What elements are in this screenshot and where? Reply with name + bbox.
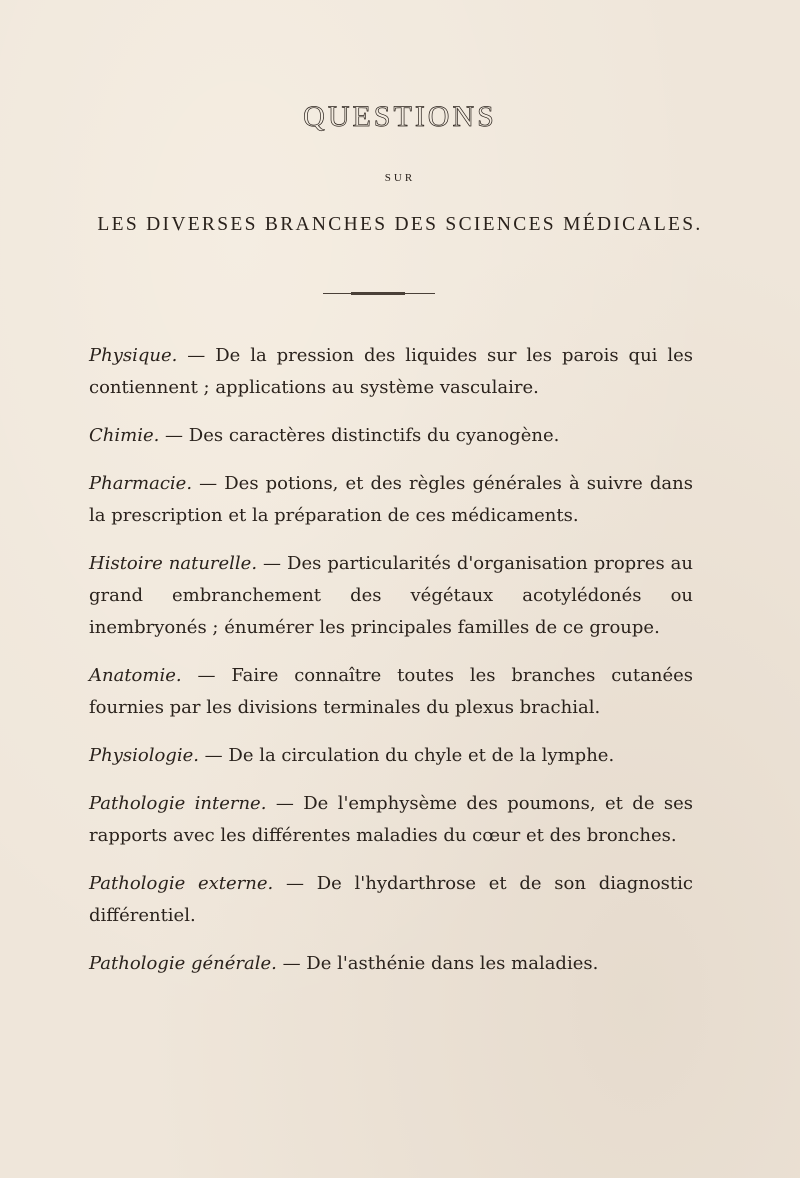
question-text: — De la circulation du chyle et de la lymphe. (198, 745, 615, 766)
question-subject: Anatomie. (89, 665, 182, 686)
question-pathologie-externe (67, 868, 693, 932)
question-subject: Physique. (89, 345, 178, 366)
question-text: — De l'hydarthrose et de son diagnostic différentiel. (89, 873, 693, 926)
page-subtitle: LES DIVERSES BRANCHES DES SCIENCES MÉDICALES. (97, 214, 703, 235)
question-pathologie-interne (67, 788, 693, 852)
question-physiologie (67, 740, 693, 772)
question-subject: Chimie. (89, 425, 160, 446)
question-subject: Pathologie générale. (89, 953, 277, 974)
question-text: — Des potions, et des règles générales à suivre dans la prescription et la préparation de ces médicaments. (89, 473, 693, 526)
question-text: — Des particularités d'organisation propres au grand embranchement des végétaux acotylédonés ou inembryonés ; énumérer les principales familles de ce groupe. (89, 553, 693, 638)
question-physique (67, 340, 693, 404)
title-connector: SUR (384, 172, 416, 184)
decorative-rule (323, 293, 435, 294)
question-text: — De l'emphysème des poumons, et de ses rapports avec les différentes maladies du cœur et des bronches. (89, 793, 693, 846)
question-anatomie (67, 660, 693, 724)
questions-list (67, 340, 693, 980)
question-pathologie-generale (67, 948, 693, 980)
question-subject: Histoire naturelle. (89, 553, 258, 574)
question-pharmacie (67, 468, 693, 532)
question-histoire-naturelle (67, 548, 693, 644)
question-subject: Pathologie interne. (89, 793, 267, 814)
question-text: — Des caractères distinctifs du cyanogène. (159, 425, 560, 446)
question-subject: Pharmacie. (89, 473, 193, 494)
question-text: — De la pression des liquides sur les parois qui les contiennent ; applications au système vasculaire. (89, 345, 693, 398)
question-chimie (67, 420, 693, 452)
question-subject: Pathologie externe. (89, 873, 274, 894)
question-subject: Physiologie. (89, 745, 199, 766)
question-text: — Faire connaître toutes les branches cutanées fournies par les divisions terminales du plexus brachial. (89, 665, 693, 718)
page-title: QUESTIONS (303, 100, 497, 133)
question-text: — De l'asthénie dans les maladies. (276, 953, 599, 974)
